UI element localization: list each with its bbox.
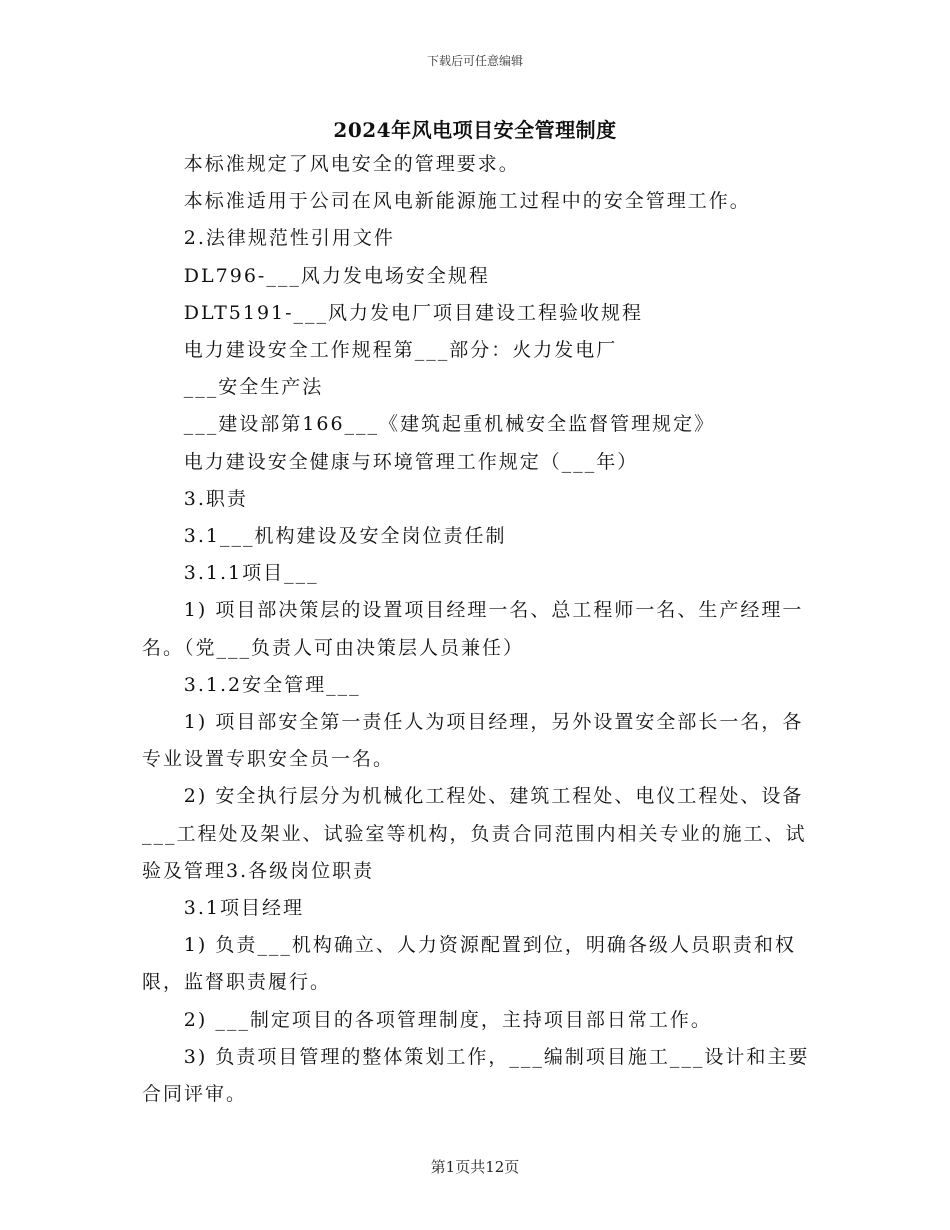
paragraph: 3.1.2安全管理___ bbox=[183, 673, 361, 696]
paragraph: 1) 负责___机构确立、人力资源配置到位，明确各级人员职责和权限，监督职责履行。 bbox=[142, 934, 796, 994]
header-note: 下载后可任意编辑 bbox=[426, 54, 523, 68]
document-body bbox=[142, 146, 822, 1113]
paragraph: 2.法律规范性引用文件 bbox=[183, 227, 395, 250]
paragraph: 电力建设安全健康与环境管理工作规定（___年） bbox=[183, 450, 639, 473]
paragraph: 1) 项目部安全第一责任人为项目经理，另外设置安全部长一名，各专业设置专职安全员一名。 bbox=[142, 711, 804, 771]
paragraph: 本标准适用于公司在风电新能源施工过程中的安全管理工作。 bbox=[183, 190, 751, 213]
paragraph: 2) ___制定项目的各项管理制度，主持项目部日常工作。 bbox=[183, 1008, 712, 1031]
paragraph: 3.1___机构建设及安全岗位责任制 bbox=[183, 525, 507, 548]
document-title: 2024年风电项目安全管理制度 bbox=[333, 118, 617, 142]
paragraph: 3.1.1项目___ bbox=[183, 562, 319, 585]
paragraph: 3.职责 bbox=[183, 487, 248, 510]
page-number: 第1页共12页 bbox=[430, 1158, 520, 1176]
paragraph: DLT5191-___风力发电厂项目建设工程验收规程 bbox=[183, 301, 644, 324]
paragraph: 3.1项目经理 bbox=[183, 897, 305, 920]
paragraph: 1) 项目部决策层的设置项目经理一名、总工程师一名、生产经理一名。（党___负责人可由决策层人员兼任） bbox=[142, 599, 804, 659]
paragraph: 本标准规定了风电安全的管理要求。 bbox=[183, 153, 520, 175]
paragraph: DL796-___风力发电场安全规程 bbox=[183, 264, 490, 287]
paragraph: ___安全生产法 bbox=[183, 376, 324, 399]
paragraph: 电力建设安全工作规程第___部分：火力发电厂 bbox=[183, 339, 618, 362]
paragraph: ___建设部第166___《建筑起重机械安全监督管理规定》 bbox=[183, 413, 716, 436]
paragraph: 3) 负责项目管理的整体策划工作，___编制项目施工___设计和主要合同评审。 bbox=[142, 1045, 810, 1106]
paragraph: 2) 安全执行层分为机械化工程处、建筑工程处、电仪工程处、设备___工程处及架业、试验室等机构，负责合同范围内相关专业的施工、试验及管理3.各级岗位职责 bbox=[142, 785, 807, 882]
